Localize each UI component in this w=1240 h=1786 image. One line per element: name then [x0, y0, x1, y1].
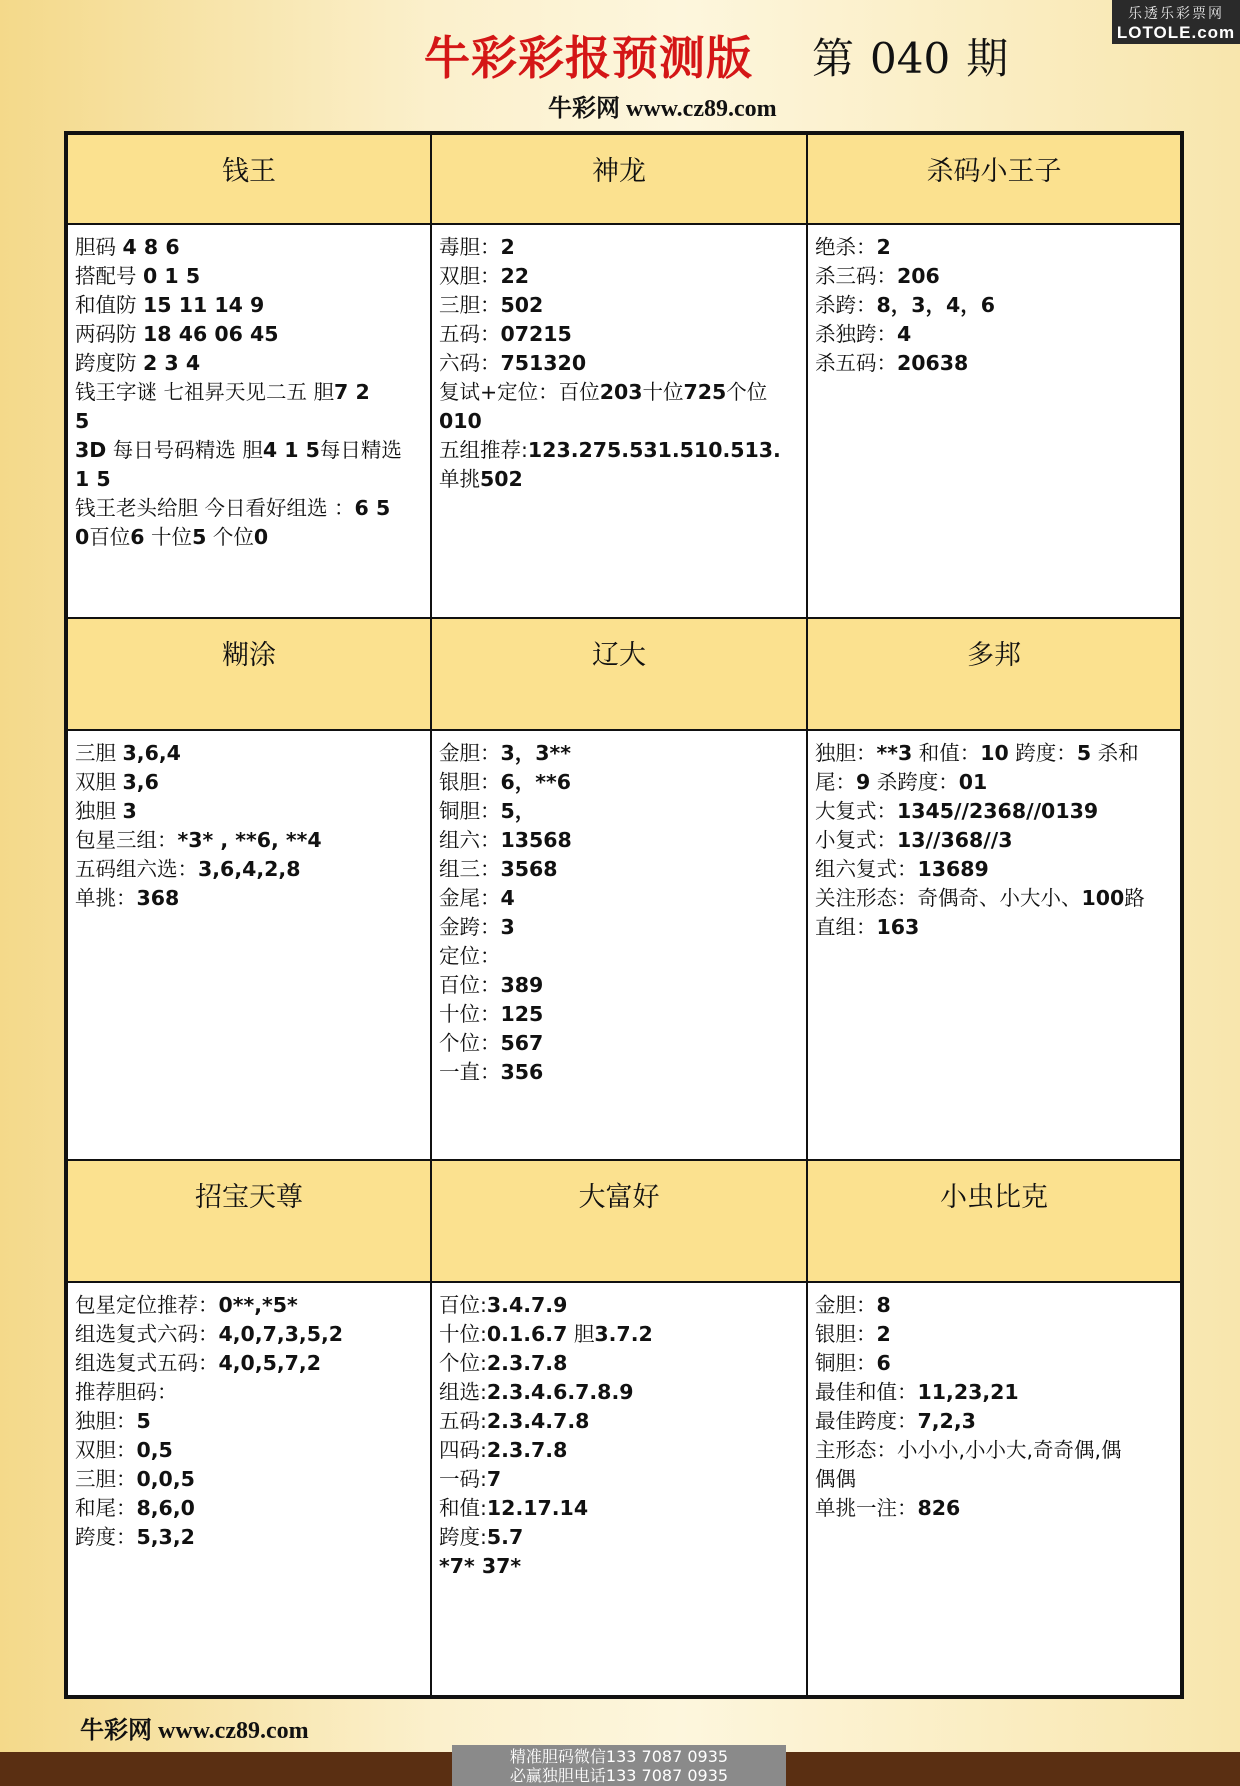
- prediction-label: 一码:: [439, 1467, 487, 1491]
- cell-header: [808, 135, 1180, 225]
- prediction-value: 2.3.4.7.8: [486, 1409, 590, 1433]
- prediction-label: 组六：: [439, 828, 501, 852]
- prediction-value: 4,0,5,7,2: [218, 1351, 321, 1375]
- prediction-value: 4: [897, 322, 912, 346]
- issue-suffix: 期: [966, 34, 1009, 83]
- prediction-label: 最佳和值：: [815, 1380, 918, 1404]
- prediction-value: 3: [500, 915, 515, 939]
- prediction-label: 杀三码：: [815, 264, 897, 288]
- prediction-line: [815, 1349, 1173, 1378]
- prediction-value: 6: [130, 525, 145, 549]
- prediction-label: 金胆：: [815, 1293, 877, 1317]
- prediction-value: 0,5: [136, 1438, 173, 1462]
- prediction-value: 7,2,3: [917, 1409, 976, 1433]
- prediction-label: 直组：: [815, 915, 877, 939]
- prediction-value: 9: [856, 770, 871, 794]
- prediction-line: [439, 436, 799, 465]
- prediction-value: 4: [500, 886, 515, 910]
- prediction-line: [815, 233, 1173, 262]
- prediction-label: 一直：: [439, 1060, 501, 1084]
- cell-title: 辽大: [592, 640, 646, 671]
- prediction-value: 0.1.6.7: [486, 1322, 568, 1346]
- prediction-line: [75, 233, 423, 262]
- prediction-line: [75, 407, 423, 436]
- issue-label: [812, 26, 1008, 86]
- corner-logo: [1112, 0, 1240, 44]
- prediction-value: 2: [500, 235, 515, 259]
- cell-header: [432, 135, 808, 225]
- cell-title: 钱王: [222, 156, 276, 187]
- cell-body: [68, 1283, 432, 1695]
- prediction-value: 3568: [500, 857, 558, 881]
- prediction-line: [75, 1494, 423, 1523]
- prediction-value: 203: [599, 380, 643, 404]
- prediction-label: 胆码: [75, 235, 123, 259]
- prediction-label: 单挑：: [75, 886, 137, 910]
- prediction-label: 个位: [206, 525, 254, 549]
- prediction-value: 3,6: [122, 770, 159, 794]
- cell-title: 多邦: [967, 640, 1021, 671]
- prediction-line: [439, 262, 799, 291]
- prediction-line: [439, 1436, 799, 1465]
- contact-wechat: 精准胆码微信133 7087 0935: [509, 1747, 729, 1766]
- prediction-value: 4 8 6: [122, 235, 180, 259]
- prediction-value: 0: [75, 525, 90, 549]
- prediction-label: 三胆：: [439, 293, 501, 317]
- prediction-line: [439, 739, 799, 768]
- prediction-line: [439, 797, 799, 826]
- prediction-label: 双胆：: [439, 264, 501, 288]
- prediction-label: 十位：: [439, 1002, 501, 1026]
- prediction-line: [75, 1465, 423, 1494]
- prediction-value: 389: [500, 973, 544, 997]
- prediction-line: [439, 1000, 799, 1029]
- prediction-label: 包星三组：: [75, 828, 178, 852]
- prediction-label: 五码：: [439, 322, 501, 346]
- prediction-line: [75, 797, 423, 826]
- prediction-value: 22: [500, 264, 530, 288]
- prediction-label: 五码组六选：: [75, 857, 198, 881]
- prediction-label: 金尾：: [439, 886, 501, 910]
- prediction-label: 三胆：: [75, 1467, 137, 1491]
- prediction-line: [439, 378, 799, 407]
- page-title: 牛彩彩报预测版: [424, 31, 753, 85]
- prediction-line: [439, 884, 799, 913]
- prediction-label: 组三：: [439, 857, 501, 881]
- prediction-label: 小复式：: [815, 828, 897, 852]
- cell-header: [432, 1161, 808, 1283]
- prediction-line: [75, 1349, 423, 1378]
- prediction-value: 125: [500, 1002, 544, 1026]
- prediction-label: 个位: [726, 380, 768, 404]
- cell-body: [808, 225, 1180, 619]
- prediction-value: 07215: [500, 322, 572, 346]
- prediction-value: 8，3，4，6: [876, 293, 996, 317]
- prediction-line: [75, 826, 423, 855]
- prediction-line: [815, 797, 1173, 826]
- prediction-value: 13//368//3: [897, 828, 1013, 852]
- prediction-line: [815, 320, 1173, 349]
- prediction-value: 0**,*5*: [218, 1293, 298, 1317]
- prediction-line: [75, 349, 423, 378]
- site-url-bottom: 牛彩网 www.cz89.com: [80, 1718, 309, 1744]
- prediction-line: [439, 320, 799, 349]
- prediction-value: 206: [897, 264, 940, 288]
- prediction-line: [75, 855, 423, 884]
- prediction-label: 五码:: [439, 1409, 487, 1433]
- prediction-value: 0: [253, 525, 269, 549]
- prediction-value: 2: [876, 1322, 891, 1346]
- prediction-line: [75, 378, 423, 407]
- prediction-label: 钱王字谜 七祖昇天见二五 胆: [75, 380, 335, 404]
- prediction-value: 3: [122, 799, 137, 823]
- prediction-label: 每日号码精选 胆: [106, 438, 263, 462]
- prediction-line: [815, 826, 1173, 855]
- prediction-line: [439, 1029, 799, 1058]
- prediction-value: 18 46 06 45: [143, 322, 279, 346]
- prediction-label: 百位: [89, 525, 131, 549]
- issue-prefix: 第: [812, 34, 855, 83]
- cell-body: [432, 1283, 808, 1695]
- prediction-value: 567: [500, 1031, 544, 1055]
- prediction-label: 路: [1124, 886, 1145, 910]
- prediction-line: [815, 1320, 1173, 1349]
- contact-phone: 必赢独胆电话133 7087 0935: [509, 1766, 729, 1785]
- prediction-line: [815, 884, 1173, 913]
- prediction-line: [439, 855, 799, 884]
- prediction-value: 13689: [917, 857, 989, 881]
- prediction-line: [439, 826, 799, 855]
- prediction-value: 3.7.2: [594, 1322, 653, 1346]
- prediction-label: 两码防: [75, 322, 144, 346]
- prediction-value: 8,6,0: [136, 1496, 195, 1520]
- prediction-value: 6 5: [354, 496, 391, 520]
- prediction-line: [439, 407, 799, 436]
- prediction-value: 13568: [500, 828, 572, 852]
- prediction-value: 6: [876, 1351, 891, 1375]
- cell-body: [432, 225, 808, 619]
- prediction-line: [815, 913, 1173, 942]
- prediction-value: 01: [958, 770, 988, 794]
- prediction-label: 双胆：: [75, 1438, 137, 1462]
- prediction-label: 和值：: [912, 741, 981, 765]
- prediction-line: [75, 1320, 423, 1349]
- prediction-line: [439, 942, 799, 971]
- prediction-value: 4 1 5: [262, 438, 320, 462]
- prediction-line: [815, 739, 1173, 768]
- prediction-label: 个位：: [439, 1031, 501, 1055]
- prediction-value: 502: [500, 293, 544, 317]
- prediction-label: 胆: [567, 1322, 595, 1346]
- prediction-label: 钱王老头给胆 今日看好组选 ：: [75, 496, 355, 520]
- prediction-value: 2.3.7.8: [486, 1351, 568, 1375]
- prediction-label: 杀跨度：: [870, 770, 959, 794]
- prediction-label: 跨度：: [75, 1525, 137, 1549]
- prediction-line: [439, 1523, 799, 1552]
- prediction-label: 杀独跨：: [815, 322, 897, 346]
- prediction-label: 独胆：: [75, 1409, 137, 1433]
- prediction-label: 和值:: [439, 1496, 487, 1520]
- prediction-value: 123.275.531.510.513.: [527, 438, 781, 462]
- prediction-line: [75, 1291, 423, 1320]
- prediction-line: [439, 1494, 799, 1523]
- prediction-line: [439, 971, 799, 1000]
- prediction-grid: [64, 131, 1184, 1699]
- prediction-line: [75, 523, 423, 552]
- prediction-line: [439, 1058, 799, 1087]
- prediction-line: [75, 1436, 423, 1465]
- prediction-label: 银胆：: [815, 1322, 877, 1346]
- prediction-label: 金跨：: [439, 915, 501, 939]
- prediction-line: [439, 1407, 799, 1436]
- cell-header: [808, 1161, 1180, 1283]
- prediction-value: 8: [876, 1293, 891, 1317]
- prediction-value: 4,0,7,3,5,2: [218, 1322, 344, 1346]
- prediction-value: 2.3.4.6.7.8.9: [486, 1380, 634, 1404]
- prediction-label: 单挑一注：: [815, 1496, 918, 1520]
- prediction-line: [75, 262, 423, 291]
- prediction-label: 组选复式六码：: [75, 1322, 219, 1346]
- prediction-line: [439, 768, 799, 797]
- prediction-line: [815, 1378, 1173, 1407]
- prediction-line: [439, 1349, 799, 1378]
- issue-number: 040: [870, 34, 951, 83]
- prediction-label: 组选:: [439, 1380, 487, 1404]
- prediction-label: 搭配号: [75, 264, 144, 288]
- prediction-value: 725: [683, 380, 727, 404]
- corner-logo-cn: 乐透乐彩票网: [1128, 5, 1224, 21]
- prediction-value: 2.3.7.8: [486, 1438, 568, 1462]
- prediction-label: 四码:: [439, 1438, 487, 1462]
- site-url-top: 牛彩网 www.cz89.com: [548, 96, 777, 122]
- cell-body: [808, 1283, 1180, 1695]
- prediction-line: [75, 739, 423, 768]
- prediction-line: [815, 1494, 1173, 1523]
- prediction-value: 1 5: [75, 467, 111, 491]
- prediction-label: 尾：: [815, 770, 856, 794]
- prediction-value: 11,23,21: [917, 1380, 1019, 1404]
- prediction-value: 368: [136, 886, 180, 910]
- prediction-line: [815, 855, 1173, 884]
- prediction-value: *7* 37*: [439, 1554, 522, 1578]
- prediction-label: 单挑: [439, 467, 480, 491]
- cell-body: [432, 731, 808, 1161]
- prediction-value: 751320: [500, 351, 587, 375]
- prediction-label: 毒胆：: [439, 235, 501, 259]
- prediction-value: 2: [876, 235, 891, 259]
- prediction-label: 独胆: [75, 799, 123, 823]
- prediction-label: 十位: [144, 525, 193, 549]
- prediction-value: 15 11 14 9: [143, 293, 265, 317]
- prediction-label: 组六复式：: [815, 857, 918, 881]
- prediction-label: 杀和: [1091, 741, 1139, 765]
- prediction-line: [75, 1378, 423, 1407]
- prediction-value: 5: [75, 409, 90, 433]
- prediction-line: [815, 1465, 1173, 1494]
- prediction-label: 组选复式五码：: [75, 1351, 219, 1375]
- prediction-line: [75, 465, 423, 494]
- prediction-label: 个位:: [439, 1351, 487, 1375]
- prediction-line: [815, 1291, 1173, 1320]
- prediction-label: 偶偶: [815, 1467, 856, 1491]
- prediction-line: [815, 291, 1173, 320]
- prediction-line: [439, 465, 799, 494]
- prediction-line: [75, 291, 423, 320]
- prediction-label: 关注形态：奇偶奇、小大小、: [815, 886, 1082, 910]
- prediction-label: 和值防: [75, 293, 144, 317]
- cell-header: [432, 619, 808, 731]
- cell-header: [68, 135, 432, 225]
- prediction-label: 跨度：: [1008, 741, 1077, 765]
- prediction-value: 100: [1081, 886, 1125, 910]
- prediction-line: [439, 349, 799, 378]
- prediction-label: 百位:: [439, 1293, 487, 1317]
- prediction-line: [815, 1407, 1173, 1436]
- prediction-label: 杀跨：: [815, 293, 877, 317]
- prediction-value: 163: [876, 915, 920, 939]
- prediction-value: 20638: [897, 351, 969, 375]
- prediction-value: 0,0,5: [136, 1467, 195, 1491]
- prediction-label: 六码：: [439, 351, 501, 375]
- prediction-value: 5: [1076, 741, 1092, 765]
- cell-header: [808, 619, 1180, 731]
- prediction-value: 12.17.14: [486, 1496, 589, 1520]
- contact-box: [452, 1745, 786, 1786]
- prediction-value: 5,3,2: [136, 1525, 195, 1549]
- prediction-label: 五组推荐:: [439, 438, 528, 462]
- prediction-value: 3,6,4: [122, 741, 181, 765]
- prediction-label: 大复式：: [815, 799, 897, 823]
- cell-title: 小虫比克: [940, 1182, 1048, 1213]
- prediction-label: 定位：: [439, 944, 501, 968]
- prediction-label: 铜胆：: [439, 799, 501, 823]
- prediction-line: [439, 913, 799, 942]
- prediction-label: 百位：: [439, 973, 501, 997]
- prediction-value: 3,6,4,2,8: [198, 857, 301, 881]
- prediction-value: 7 2: [334, 380, 370, 404]
- prediction-value: 5，: [500, 799, 536, 823]
- cell-title: 大富好: [578, 1182, 660, 1213]
- cell-header: [68, 619, 432, 731]
- prediction-line: [75, 494, 423, 523]
- prediction-label: 银胆：: [439, 770, 501, 794]
- prediction-label: 十位: [642, 380, 684, 404]
- prediction-value: 3，3**: [500, 741, 571, 765]
- prediction-label: 跨度防: [75, 351, 144, 375]
- prediction-line: [439, 291, 799, 320]
- prediction-line: [815, 768, 1173, 797]
- cell-title: 神龙: [592, 156, 646, 187]
- prediction-label: 主形态：小小小,小小大,奇奇偶,偶: [815, 1438, 1122, 1462]
- prediction-label: 金胆：: [439, 741, 501, 765]
- prediction-label: 和尾：: [75, 1496, 137, 1520]
- prediction-line: [439, 1465, 799, 1494]
- prediction-value: 6，**6: [500, 770, 571, 794]
- cell-body: [808, 731, 1180, 1161]
- prediction-value: 7: [486, 1467, 502, 1491]
- prediction-line: [75, 320, 423, 349]
- prediction-line: [75, 436, 423, 465]
- prediction-label: 绝杀：: [815, 235, 877, 259]
- prediction-line: [439, 1552, 799, 1581]
- prediction-line: [439, 1320, 799, 1349]
- prediction-value: 10: [980, 741, 1009, 765]
- cell-body: [68, 225, 432, 619]
- prediction-label: 铜胆：: [815, 1351, 877, 1375]
- prediction-line: [75, 768, 423, 797]
- prediction-line: [815, 262, 1173, 291]
- cell-title: 糊涂: [222, 640, 276, 671]
- prediction-label: 跨度:: [439, 1525, 487, 1549]
- prediction-line: [75, 884, 423, 913]
- prediction-line: [439, 1291, 799, 1320]
- prediction-value: **3: [876, 741, 913, 765]
- prediction-label: 三胆: [75, 741, 123, 765]
- prediction-label: 复试+定位：百位: [439, 380, 600, 404]
- prediction-value: 826: [917, 1496, 961, 1520]
- cell-body: [68, 731, 432, 1161]
- prediction-line: [75, 1407, 423, 1436]
- prediction-label: 每日精选: [319, 438, 402, 462]
- prediction-line: [815, 1436, 1173, 1465]
- prediction-value: 5.7: [486, 1525, 524, 1549]
- prediction-label: 独胆：: [815, 741, 877, 765]
- prediction-value: 356: [500, 1060, 544, 1084]
- prediction-value: 3D: [75, 438, 107, 462]
- prediction-line: [815, 349, 1173, 378]
- prediction-line: [75, 1523, 423, 1552]
- prediction-value: 010: [439, 409, 482, 433]
- prediction-label: 推荐胆码：: [75, 1380, 178, 1404]
- prediction-value: *3* , **6, **4: [177, 828, 322, 852]
- prediction-line: [439, 1378, 799, 1407]
- prediction-value: 5: [192, 525, 207, 549]
- prediction-value: 1345//2368//0139: [897, 799, 1099, 823]
- prediction-value: 2 3 4: [143, 351, 201, 375]
- prediction-value: 5: [136, 1409, 151, 1433]
- prediction-line: [439, 233, 799, 262]
- prediction-value: 502: [480, 467, 523, 491]
- corner-logo-en: LOTOLE.com: [1116, 23, 1236, 42]
- prediction-value: 0 1 5: [143, 264, 201, 288]
- cell-title: 杀码小王子: [926, 156, 1062, 187]
- cell-header: [68, 1161, 432, 1283]
- prediction-label: 十位:: [439, 1322, 487, 1346]
- prediction-label: 包星定位推荐：: [75, 1293, 219, 1317]
- prediction-label: 双胆: [75, 770, 123, 794]
- prediction-label: 最佳跨度：: [815, 1409, 918, 1433]
- prediction-label: 杀五码：: [815, 351, 897, 375]
- cell-title: 招宝天尊: [195, 1182, 303, 1213]
- prediction-value: 3.4.7.9: [486, 1293, 568, 1317]
